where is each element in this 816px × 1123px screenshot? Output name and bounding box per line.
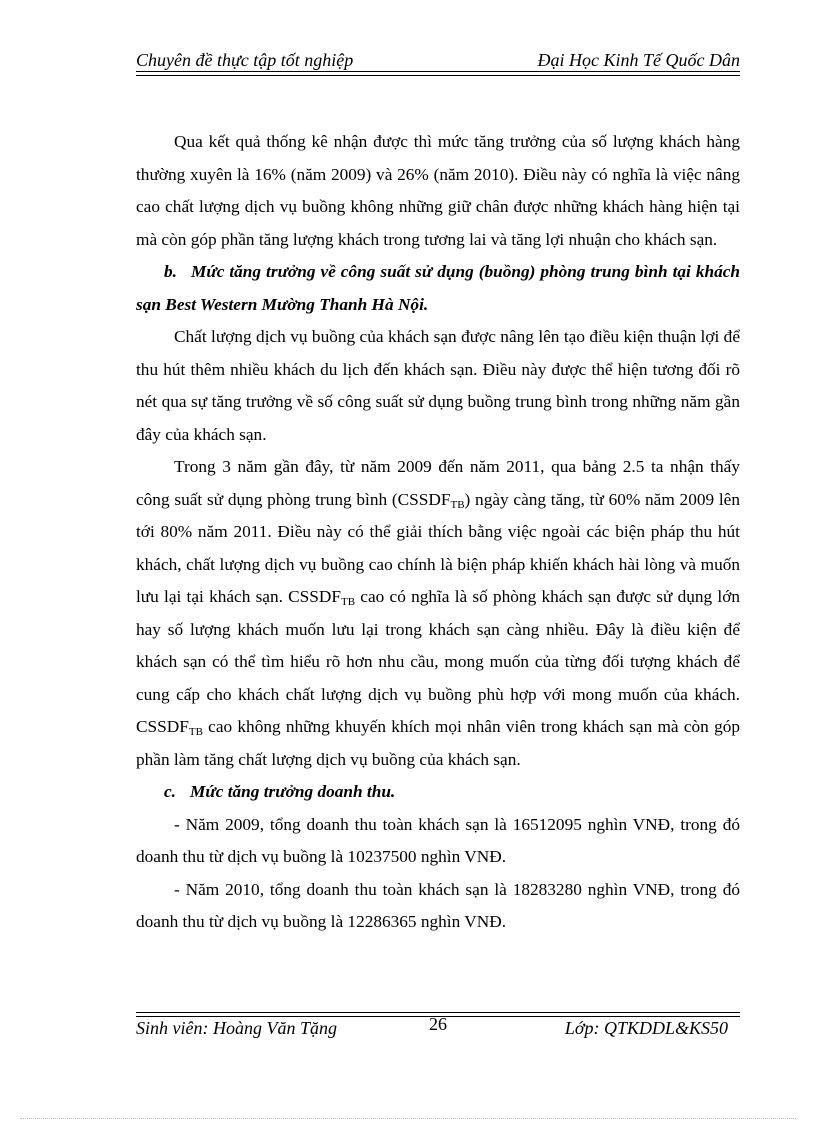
occupancy-text-2: ) ngày càng tăng, từ 60% năm 2009 lên tới 80% năm 2011. Điều này có thể giải thích bằng việc ngoài các biện pháp thu hút khách, chất lượng dịch vụ buồng cao chính là biện pháp khiến khách hài lòng và muốn lưu lại tại khách sạn. CSSDF: [136, 489, 740, 606]
section-label-c: c.: [164, 782, 176, 801]
section-title-c: Mức tăng trưởng doanh thu.: [190, 782, 396, 801]
section-title-b: Mức tăng trưởng về công suất sử dụng (buồng) phòng trung bình tại khách sạn Best Western Mường Thanh Hà Nội.: [136, 262, 740, 314]
footer-class: Lớp: QTKDDL&KS50: [564, 1018, 728, 1038]
section-heading-b: [136, 256, 740, 321]
subscript-tb-3: TB: [188, 726, 203, 738]
page-bottom-edge: [20, 1118, 796, 1119]
occupancy-text-3: cao có nghĩa là số phòng khách sạn được sử dụng lớn hay số lượng khách muốn lưu lại trong khách sạn càng nhiều. Đây là điều kiện để khách sạn có thể tìm hiểu rõ hơn nhu cầu, mong muốn của từng đối tượng khách để cung cấp cho khách chất lượng dịch vụ buồng phù hợp với mong muốn của khách. CSSDF: [136, 587, 740, 736]
paragraph-revenue-2009: - Năm 2009, tổng doanh thu toàn khách sạn là 16512095 nghìn VNĐ, trong đó doanh thu từ dịch vụ buồng là 10237500 nghìn VNĐ.: [136, 814, 740, 866]
page-number: 26: [429, 1014, 447, 1034]
header-university: Đại Học Kinh Tế Quốc Dân: [537, 50, 740, 70]
section-heading-c: [136, 776, 740, 809]
subscript-tb-1: TB: [450, 498, 465, 511]
paragraph-revenue-2010: - Năm 2010, tổng doanh thu toàn khách sạn là 18283280 nghìn VNĐ, trong đó doanh thu từ dịch vụ buồng là 12286365 nghìn VNĐ.: [136, 879, 740, 931]
section-label-b: b.: [164, 262, 177, 281]
footer-student: Sinh viên: Hoàng Văn Tặng: [136, 1018, 337, 1038]
header-course-title: Chuyên đề thực tập tốt nghiệp: [136, 50, 354, 70]
page-footer: [136, 1016, 740, 1042]
page-header: [136, 48, 740, 72]
document-body: [136, 126, 740, 939]
occupancy-text-4: cao không những khuyến khích mọi nhân viên trong khách sạn mà còn góp phần làm tăng chất lượng dịch vụ buồng của khách sạn.: [136, 717, 740, 769]
subscript-tb-2: TB: [341, 596, 356, 608]
paragraph-occupancy: [136, 451, 740, 776]
paragraph-customer-growth: Qua kết quả thống kê nhận được thì mức tăng trưởng của số lượng khách hàng thường xuyên là 16% (năm 2009) và 26% (năm 2010). Điều này có nghĩa là việc nâng cao chất lượng dịch vụ buồng không những giữ chân được những khách hàng hiện tại mà còn góp phần tăng lượng khách trong tương lai và tăng lợi nhuận cho khách sạn.: [136, 132, 740, 249]
paragraph-service-quality: Chất lượng dịch vụ buồng của khách sạn được nâng lên tạo điều kiện thuận lợi để thu hút thêm nhiều khách du lịch đến khách sạn. Điều này được thể hiện tương đối rõ nét qua sự tăng trưởng về số công suất sử dụng buồng trung bình trong những năm gần đây của khách sạn.: [136, 327, 740, 444]
header-divider: [136, 71, 740, 76]
occupancy-text-1: Trong 3 năm gần đây, từ năm 2009 đến năm 2011, qua bảng 2.5 ta nhận thấy công suất sử dụng phòng trung bình (CSSDF: [136, 457, 740, 509]
